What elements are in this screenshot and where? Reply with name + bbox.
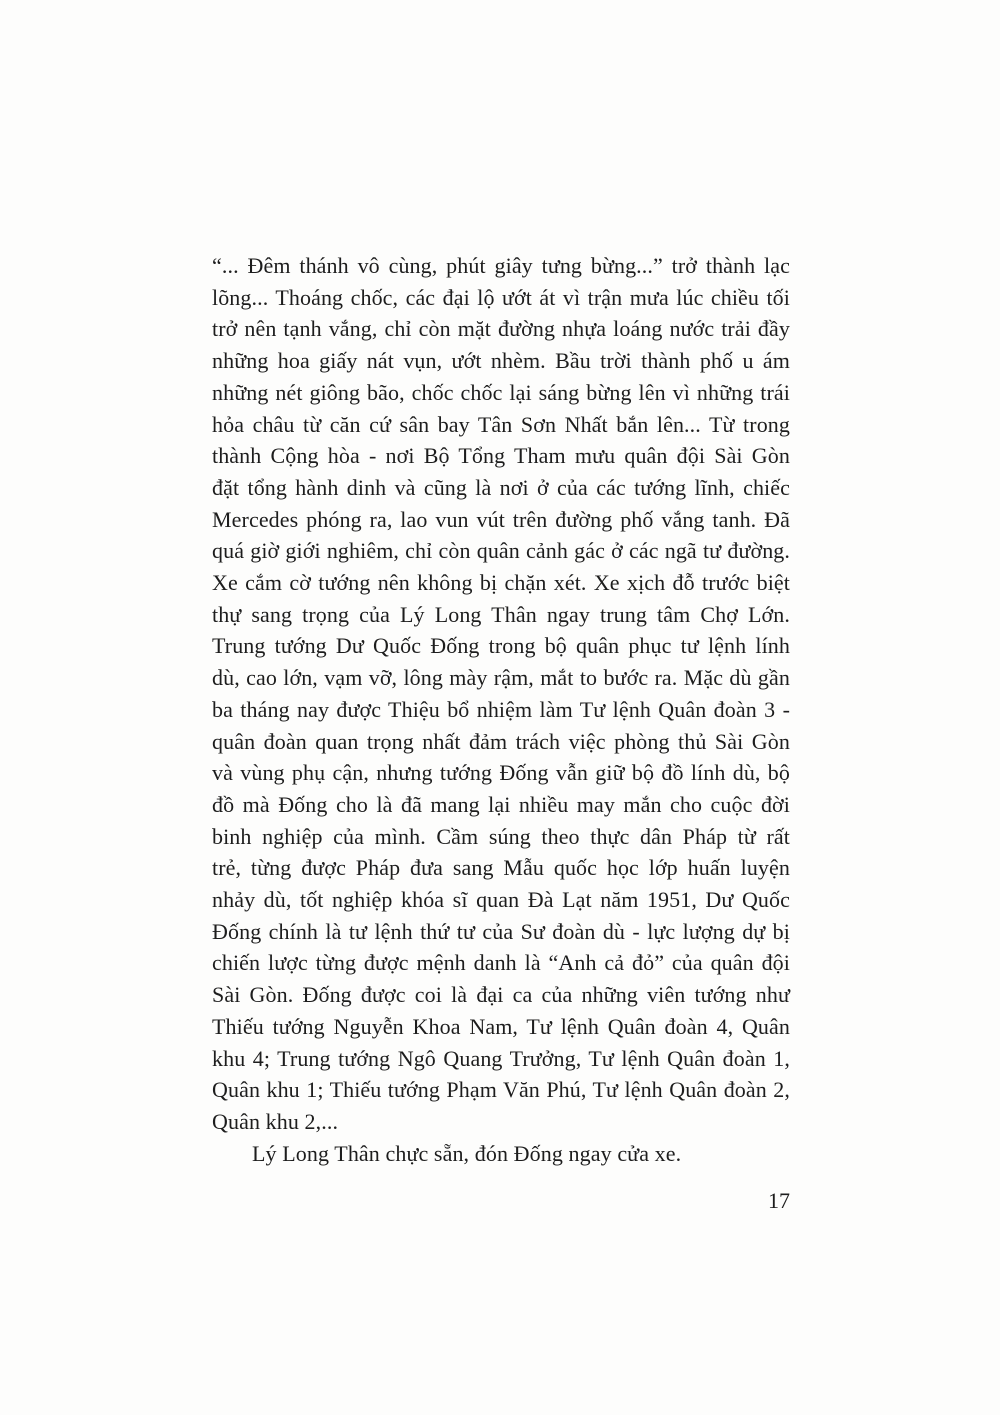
text-line: quá giờ giới nghiêm, chỉ còn quân cảnh gác ở các ngã tư đường. bbox=[212, 538, 790, 564]
text-line: trẻ, từng được Pháp đưa sang Mẫu quốc học lớp huấn luyện bbox=[212, 855, 790, 881]
paragraph bbox=[212, 1138, 790, 1170]
text-line: Quân khu 2,... bbox=[212, 1108, 339, 1134]
text-line: dù, cao lớn, vạm vỡ, lông mày rậm, mắt to bước ra. Mặc dù gần bbox=[212, 665, 790, 691]
text-line: trở nên tạnh vắng, chỉ còn mặt đường nhựa loáng nước trải đầy bbox=[212, 316, 790, 342]
text-line: những nét giông bão, chốc chốc lại sáng bừng lên vì những trái bbox=[212, 379, 790, 405]
text-line: và vùng phụ cận, nhưng tướng Đống vẫn giữ bộ đồ lính dù, bộ bbox=[212, 760, 790, 786]
text-line: thành Cộng hòa - nơi Bộ Tổng Tham mưu quân đội Sài Gòn bbox=[212, 443, 790, 469]
page-number: 17 bbox=[768, 1188, 790, 1213]
text-line: Thiếu tướng Nguyễn Khoa Nam, Tư lệnh Quân đoàn 4, Quân bbox=[212, 1013, 790, 1039]
text-line: “... Đêm thánh vô cùng, phút giây tưng bừng...” trở thành lạc bbox=[212, 253, 790, 278]
text-line: Sài Gòn. Đống được coi là đại ca của những viên tướng như bbox=[212, 982, 790, 1008]
text-line: quân đoàn quan trọng nhất đảm trách việc phòng thủ Sài Gòn bbox=[212, 728, 790, 754]
text-line: Mercedes phóng ra, lao vun vút trên đường phố vắng tanh. Đã bbox=[212, 506, 790, 532]
page-text bbox=[212, 250, 790, 1169]
text-line: Quân khu 1; Thiếu tướng Phạm Văn Phú, Tư lệnh Quân đoàn 2, bbox=[212, 1077, 790, 1103]
text-line: ba tháng nay được Thiệu bổ nhiệm làm Tư lệnh Quân đoàn 3 - bbox=[212, 696, 790, 722]
paragraph bbox=[212, 250, 790, 1138]
text-line: đồ mà Đống cho là đã mang lại nhiều may mắn cho cuộc đời bbox=[212, 791, 790, 817]
text-line: chiến lược từng được mệnh danh là “Anh cả đỏ” của quân đội bbox=[212, 950, 790, 976]
text-line: binh nghiệp của mình. Cầm súng theo thực dân Pháp từ rất bbox=[212, 823, 790, 849]
text-line: Xe cắm cờ tướng nên không bị chặn xét. Xe xịch đỗ trước biệt bbox=[212, 570, 790, 596]
text-line: Đống chính là tư lệnh thứ tư của Sư đoàn dù - lực lượng dự bị bbox=[212, 918, 790, 944]
text-line: hỏa châu từ căn cứ sân bay Tân Sơn Nhất bắn lên... Từ trong bbox=[212, 411, 790, 437]
text-line: Trung tướng Dư Quốc Đống trong bộ quân phục tư lệnh lính bbox=[212, 633, 790, 659]
text-line: Lý Long Thân chực sẵn, đón Đống ngay cửa xe. bbox=[252, 1140, 682, 1166]
text-line: đặt tổng hành dinh và cũng là nơi ở của các tướng lĩnh, chiếc bbox=[212, 474, 790, 500]
text-line: khu 4; Trung tướng Ngô Quang Trưởng, Tư lệnh Quân đoàn 1, bbox=[212, 1045, 790, 1071]
text-line: thự sang trọng của Lý Long Thân ngay trung tâm Chợ Lớn. bbox=[212, 601, 790, 627]
text-line: nhảy dù, tốt nghiệp khóa sĩ quan Đà Lạt năm 1951, Dư Quốc bbox=[212, 887, 790, 913]
text-line: lõng... Thoáng chốc, các đại lộ ướt át vì trận mưa lúc chiều tối bbox=[212, 284, 790, 310]
text-line: những hoa giấy nát vụn, ướt nhèm. Bầu trời thành phố u ám bbox=[212, 348, 790, 374]
